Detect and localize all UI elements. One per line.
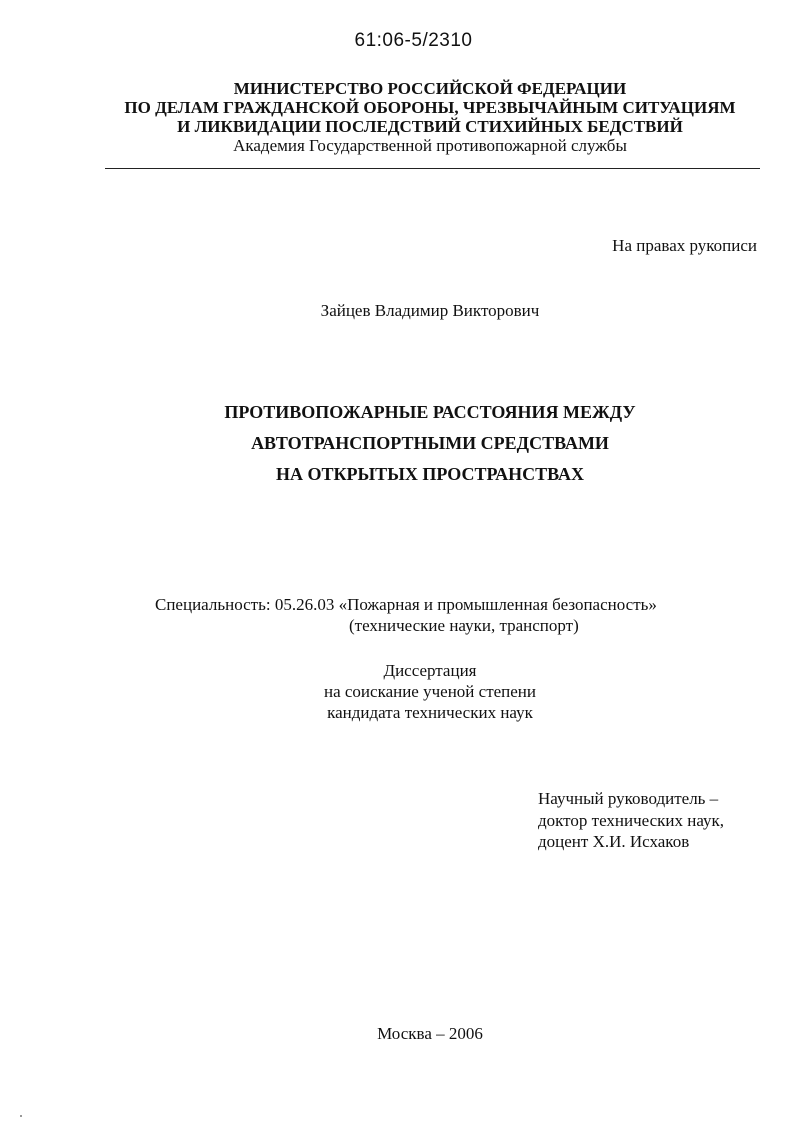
advisor-line-1: Научный руководитель – (538, 789, 719, 808)
ministry-header (100, 79, 760, 155)
title-line-2: АВТОТРАНСПОРТНЫМИ СРЕДСТВАМИ (251, 433, 609, 453)
city-year: Москва – 2006 (377, 1024, 483, 1043)
manuscript-rights-note: На правах рукописи (612, 236, 757, 255)
title-line-3: НА ОТКРЫТЫХ ПРОСТРАНСТВАХ (275, 464, 585, 484)
ministry-line-2: ПО ДЕЛАМ ГРАЖДАНСКОЙ ОБОРОНЫ, ЧРЕЗВЫЧАЙНЫМ СИТУАЦИЯМ (124, 98, 736, 117)
specialty-block (155, 594, 657, 636)
advisor-block (538, 788, 724, 853)
scan-speck (20, 1115, 22, 1117)
specialty-line-1: Специальность: 05.26.03 «Пожарная и промышленная безопасность» (155, 595, 657, 614)
degree-line-1: Диссертация (383, 661, 477, 680)
ministry-line-1: МИНИСТЕРСТВО РОССИЙСКОЙ ФЕДЕРАЦИИ (233, 79, 627, 98)
dissertation-title (90, 397, 770, 490)
specialty-line-2: (технические науки, транспорт) (349, 616, 579, 635)
title-line-1: ПРОТИВОПОЖАРНЫЕ РАССТОЯНИЯ МЕЖДУ (224, 402, 636, 422)
degree-block (90, 660, 770, 723)
header-divider (105, 168, 760, 169)
advisor-line-3: доцент Х.И. Исхаков (538, 832, 690, 851)
ministry-line-3: И ЛИКВИДАЦИИ ПОСЛЕДСТВИЙ СТИХИЙНЫХ БЕДСТВИЙ (177, 117, 683, 136)
author-name: Зайцев Владимир Викторович (320, 301, 540, 320)
academy-name: Академия Государственной противопожарной службы (233, 136, 627, 155)
degree-line-2: на соискание ученой степени (323, 682, 537, 701)
degree-line-3: кандидата технических наук (327, 703, 533, 722)
archive-stamp-number: 61:06-5/2310 (354, 30, 473, 51)
advisor-line-2: доктор технических наук, (538, 810, 725, 830)
